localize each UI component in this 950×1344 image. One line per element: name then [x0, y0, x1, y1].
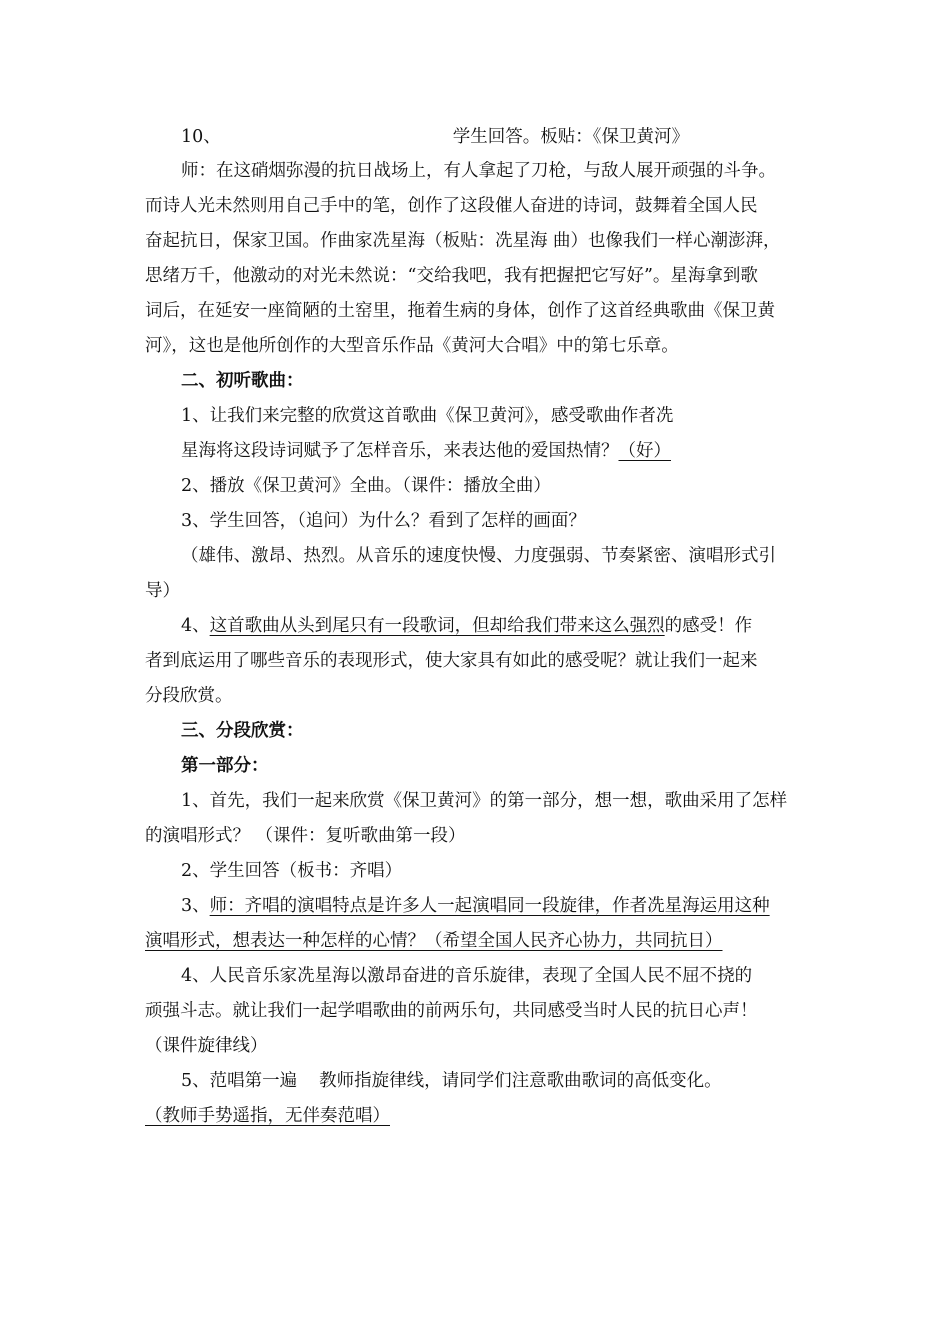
paragraph-line: 4、这首歌曲从头到尾只有一段歌词，但却给我们带来这么强烈的感受！作 — [181, 616, 753, 636]
paragraph-line: （雄伟、激昂、热烈。从音乐的速度快慢、力度强弱、节奏紧密、演唱形式引 — [181, 546, 776, 566]
paragraph-line: 词后，在延安一座简陋的土窑里，拖着生病的身体，创作了这首经典歌曲《保卫黄 — [145, 301, 775, 321]
paragraph-line: 2、学生回答（板书：齐唱） — [181, 861, 403, 881]
subsection-heading: 第一部分： — [181, 756, 269, 776]
paragraph-line: 顽强斗志。就让我们一起学唱歌曲的前两乐句，共同感受当时人民的抗日心声！ — [145, 1001, 758, 1021]
board-note: 学生回答。板贴：《保卫黄河》 — [452, 127, 690, 147]
paragraph-line: 5、范唱第一遍 教师指旋律线，请同学们注意歌曲歌词的高低变化。 — [181, 1071, 722, 1091]
paragraph-line: 4、人民音乐家冼星海以激昂奋进的音乐旋律，表现了全国人民不屈不挠的 — [181, 966, 753, 986]
paragraph-line: 1、让我们来完整的欣赏这首歌曲《保卫黄河》，感受歌曲作者冼 — [181, 406, 674, 426]
paragraph-line: 师：在这硝烟弥漫的抗日战场上，有人拿起了刀枪，与敌人展开顽强的斗争。 — [181, 161, 776, 181]
section-heading: 三、分段欣赏： — [181, 721, 304, 741]
paragraph-line: 星海将这段诗词赋予了怎样音乐，来表达他的爱国热情？（好） — [181, 441, 671, 461]
paragraph-line: （课件旋律线） — [145, 1036, 268, 1056]
paragraph-line: 2、播放《保卫黄河》全曲。（课件：播放全曲） — [181, 476, 551, 496]
paragraph-line: 3、学生回答，（追问）为什么？看到了怎样的画面？ — [181, 511, 586, 531]
item-number: 10、 — [181, 127, 221, 147]
paragraph-line: 的演唱形式？ （课件：复听歌曲第一段） — [145, 826, 466, 846]
underlined-text: 这首歌曲从头到尾只有一段歌词，但却给我们带来这么强烈 — [209, 616, 665, 636]
paragraph-line: 奋起抗日，保家卫国。作曲家冼星海（板贴：冼星海 曲）也像我们一样心潮澎湃， — [145, 231, 781, 251]
paragraph-line: 河》，这也是他所创作的大型音乐作品《黄河大合唱》中的第七乐章。 — [145, 336, 679, 356]
underlined-text: （教师手势遥指，无伴奏范唱） — [145, 1106, 390, 1126]
paragraph-line: 思绪万千，他激动的对光未然说：“交给我吧，我有把握把它写好”。星海拿到歌 — [145, 266, 758, 286]
paragraph-line: 导） — [145, 581, 180, 601]
paragraph-line: 者到底运用了哪些音乐的表现形式，使大家具有如此的感受呢？就让我们一起来 — [145, 651, 758, 671]
underlined-text: 演唱形式，想表达一种怎样的心情？（希望全国人民齐心协力，共同抗日） — [145, 931, 723, 951]
section-heading: 二、初听歌曲： — [181, 371, 304, 391]
underlined-text: 师：齐唱的演唱特点是许多人一起演唱同一段旋律，作者冼星海运用这种 — [209, 896, 770, 916]
paragraph-line: 而诗人光未然则用自己手中的笔，创作了这段催人奋进的诗词，鼓舞着全国人民 — [145, 196, 758, 216]
paragraph-line: 1、首先，我们一起来欣赏《保卫黄河》的第一部分，想一想，歌曲采用了怎样 — [181, 791, 788, 811]
paragraph-line: 3、师：齐唱的演唱特点是许多人一起演唱同一段旋律，作者冼星海运用这种 — [181, 896, 770, 916]
paragraph-line — [181, 125, 689, 149]
paragraph-line: 分段欣赏。 — [145, 686, 233, 706]
underlined-text: （好） — [618, 441, 671, 461]
